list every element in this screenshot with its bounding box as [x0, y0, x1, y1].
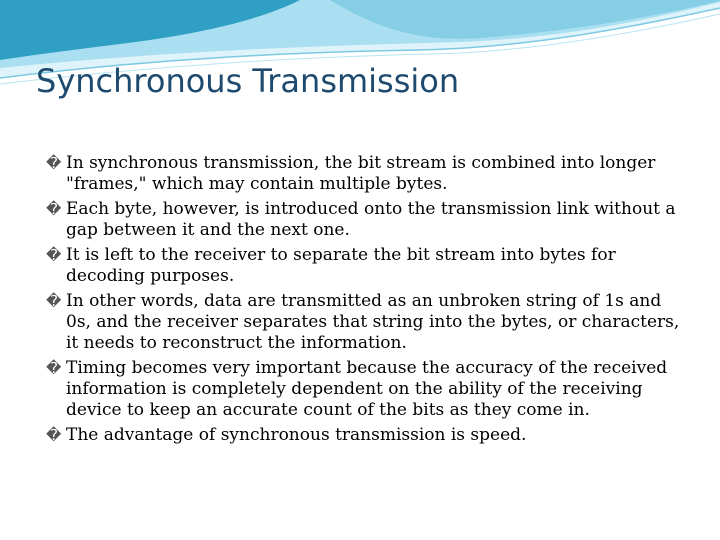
- replacement-character-icon: �: [46, 359, 62, 377]
- list-item: [46, 153, 686, 195]
- replacement-character-icon: �: [46, 200, 62, 218]
- replacement-character-icon: �: [46, 292, 62, 310]
- slide-title: Synchronous Transmission: [36, 62, 460, 100]
- bullet-text: It is left to the receiver to separate the bit stream into bytes for decoding purposes.: [66, 245, 616, 286]
- list-item: [46, 199, 686, 241]
- bullet-list: [46, 153, 686, 450]
- replacement-character-icon: �: [46, 426, 62, 444]
- bullet-text: In synchronous transmission, the bit stream is combined into longer "frames," which may contain multiple bytes.: [66, 153, 656, 194]
- replacement-character-icon: �: [46, 154, 62, 172]
- replacement-character-icon: �: [46, 246, 62, 264]
- bullet-text: The advantage of synchronous transmission is speed.: [66, 425, 527, 445]
- bullet-text: Each byte, however, is introduced onto the transmission link without a gap between it and the next one.: [66, 199, 676, 240]
- bullet-text: Timing becomes very important because the accuracy of the received information is completely dependent on the ability of the receiving device to keep an accurate count of the bits as they come in.: [66, 358, 668, 420]
- list-item: [46, 291, 686, 354]
- list-item: [46, 245, 686, 287]
- list-item: [46, 425, 686, 446]
- bullet-text: In other words, data are transmitted as an unbroken string of 1s and 0s, and the receiver separates that string into the bytes, or characters, it needs to reconstruct the information.: [66, 291, 680, 353]
- list-item: [46, 358, 686, 421]
